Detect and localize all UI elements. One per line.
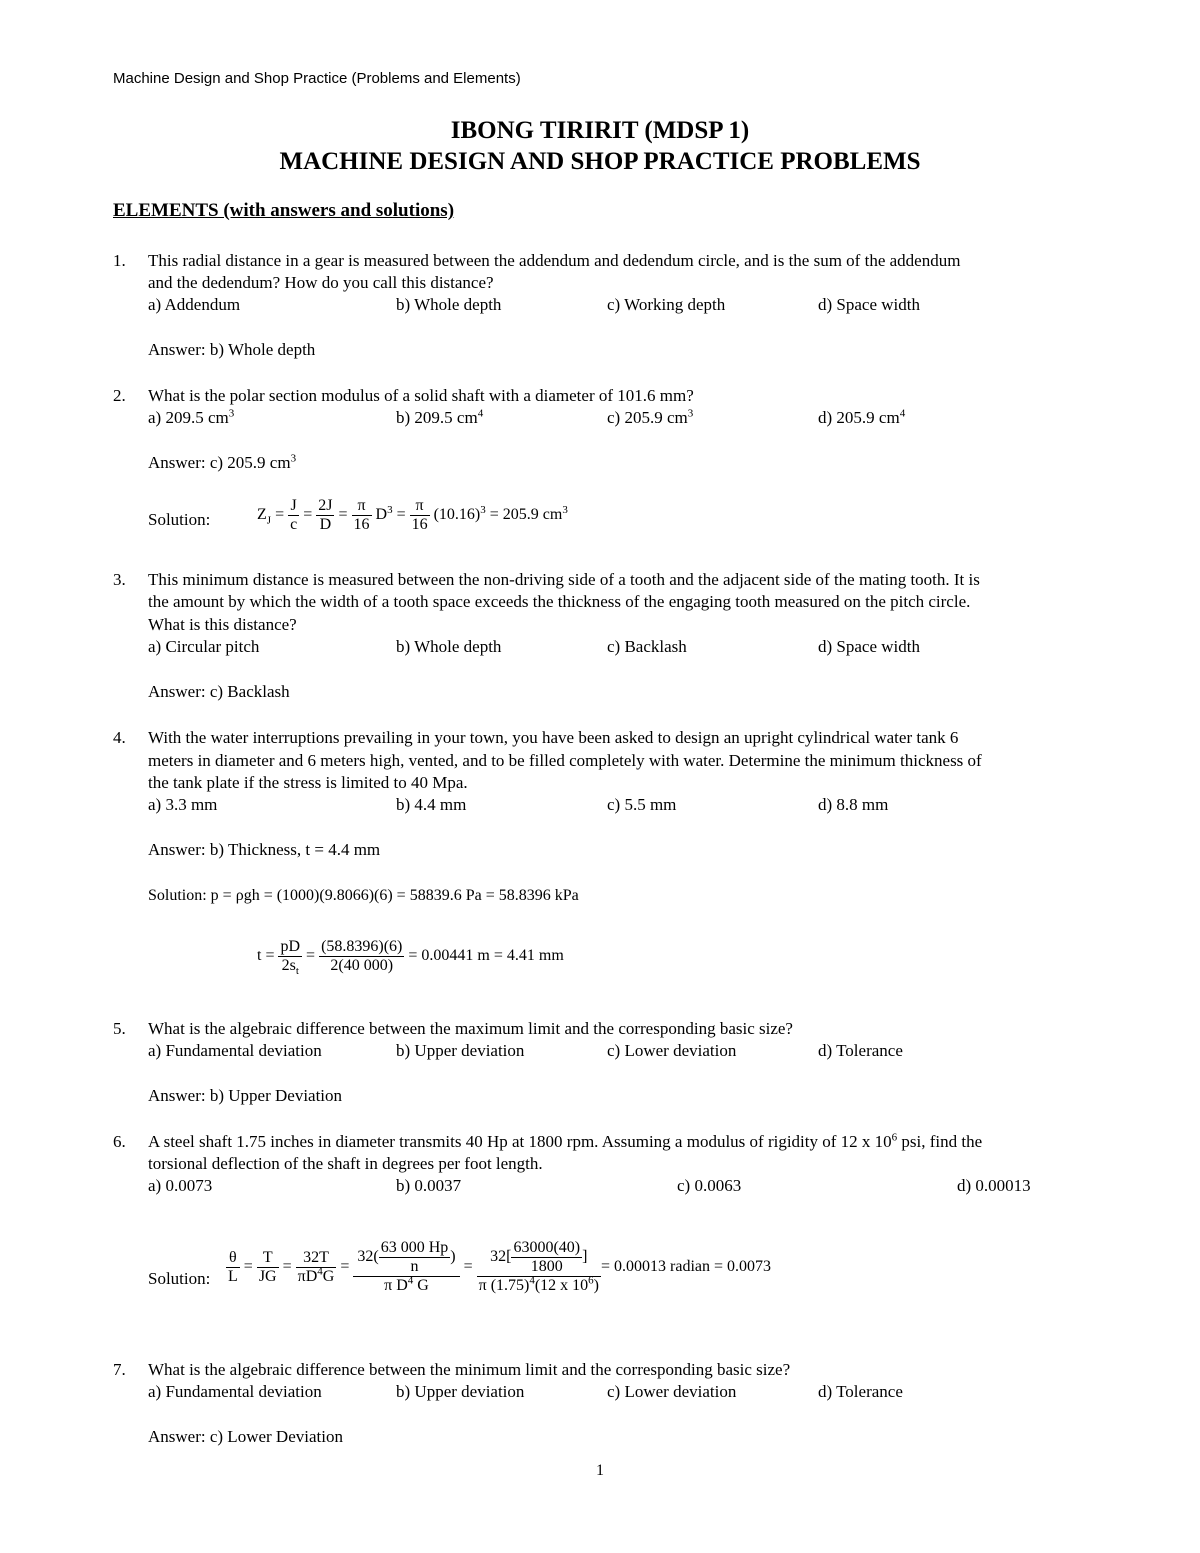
- option-b: b) Upper deviation: [396, 1382, 525, 1401]
- document-title: IBONG TIRIRIT (MDSP 1): [450, 117, 750, 144]
- question-text: What is the algebraic difference between the minimum limit and the corresponding basic size?: [148, 1360, 791, 1379]
- option-d: d) 8.8 mm: [818, 795, 889, 814]
- option-b: b) Whole depth: [396, 637, 502, 656]
- option-b: b) 0.0037: [396, 1176, 462, 1195]
- option-a: a) 209.5 $cm^3$: [148, 407, 235, 427]
- option-c: c) 5.5 mm: [607, 795, 677, 814]
- option-b: b) Upper deviation: [396, 1041, 525, 1060]
- question-number: 3.: [113, 570, 126, 589]
- option-c: c) Lower deviation: [607, 1382, 737, 1401]
- option-a: a) 0.0073: [148, 1176, 213, 1195]
- option-d: d) Tolerance: [818, 1382, 903, 1401]
- question-number: 1.: [113, 251, 126, 270]
- question-text: the tank plate if the stress is limited to 40 Mpa.: [148, 773, 468, 792]
- option-a: a) 3.3 mm: [148, 795, 218, 814]
- option-a: a) Circular pitch: [148, 637, 260, 656]
- answer: Answer: b) Whole depth: [148, 340, 316, 359]
- question-number: 7.: [113, 1360, 126, 1379]
- solution-label: Solution:: [148, 510, 211, 529]
- document-subtitle: MACHINE DESIGN AND SHOP PRACTICE PROBLEMS: [279, 148, 921, 175]
- page-number: 1: [596, 1462, 604, 1479]
- option-c: c) 205.9 $cm^3$: [607, 407, 694, 427]
- option-d: d) Space width: [818, 637, 920, 656]
- option-b: b) Whole depth: [396, 295, 502, 314]
- option-c: c) Backlash: [607, 637, 687, 656]
- option-d: d) Space width: [818, 295, 920, 314]
- solution-equation: $\frac{\theta}{L}$ = $\frac{T}{JG}$ = $\frac{32T}{\pi D^4G}$ = 32( $\frac{63 000 Hp}{n}$ ) π $D^4$ G = 32[ $\frac{63000(40)}{1800}$ ] π $(1.75)^4(12$ x $10^6$) = 0.00013 radian = 0.0073: [228, 1239, 772, 1294]
- solution-label: Solution:: [148, 1269, 211, 1288]
- section-heading: ELEMENTS (with answers and solutions): [113, 200, 455, 221]
- option-b: b) 4.4 mm: [396, 795, 467, 814]
- question-text: This minimum distance is measured between the non-driving side of a tooth and the adjacent side of the mating tooth. It is: [148, 570, 980, 589]
- option-a: a) Fundamental deviation: [148, 1041, 322, 1060]
- answer: Answer: b) Thickness, t = 4.4 mm: [148, 840, 381, 859]
- question-text: What is this distance?: [148, 615, 297, 634]
- answer: Answer: b) Upper Deviation: [148, 1086, 343, 1105]
- option-b: b) 209.5 $cm^4$: [396, 407, 484, 427]
- question-text: torsional deflection of the shaft in degrees per foot length.: [148, 1154, 543, 1173]
- option-a: a) Addendum: [148, 295, 241, 314]
- option-a: a) Fundamental deviation: [148, 1382, 322, 1401]
- answer: Answer: c) Lower Deviation: [148, 1427, 343, 1446]
- question-number: 4.: [113, 728, 126, 747]
- question-number: 6.: [113, 1132, 126, 1151]
- answer: Answer: c) Backlash: [148, 682, 290, 701]
- question-number: 2.: [113, 386, 126, 405]
- question-text: What is the algebraic difference between the maximum limit and the corresponding basic size?: [148, 1019, 793, 1038]
- answer: Answer: c) 205.9 $cm^3$: [148, 452, 297, 472]
- option-d: d) 205.9 $cm^4$: [818, 407, 906, 427]
- question-text: What is the polar section modulus of a solid shaft with a diameter of 101.6 mm?: [148, 386, 694, 405]
- option-c: c) 0.0063: [677, 1176, 742, 1195]
- solution-equation: $Z_J$ = $\frac{J}{c}$ = $\frac{2J}{D}$ = $\frac{\pi}{16}$ $D^3$ = $\frac{\pi}{16}$ $(10.16)^3 = 205.9$ $cm^3$: [257, 497, 568, 533]
- option-c: c) Working depth: [607, 295, 726, 314]
- solution-equation: t = $\frac{pD}{2s_t}$ = $\frac{(58.8396)(6)}{2(40 000)}$ = 0.00441 m = 4.41 mm: [257, 938, 564, 978]
- option-c: c) Lower deviation: [607, 1041, 737, 1060]
- question-text: A steel shaft 1.75 inches in diameter transmits 40 Hp at 1800 rpm. Assuming a modulus of rigidity of 12 x $10^6$ psi, find the: [148, 1131, 983, 1151]
- question-text: meters in diameter and 6 meters high, vented, and to be filled completely with water. Determine the minimum thickness of: [148, 751, 982, 770]
- running-header: Machine Design and Shop Practice (Problems and Elements): [113, 70, 521, 87]
- question-text: With the water interruptions prevailing in your town, you have been asked to design an upright cylindrical water tank 6: [148, 728, 959, 747]
- question-text: This radial distance in a gear is measured between the addendum and dedendum circle, and is the sum of the addendum: [148, 251, 961, 270]
- question-text: and the dedendum? How do you call this distance?: [148, 273, 494, 292]
- option-d: d) Tolerance: [818, 1041, 903, 1060]
- question-number: 5.: [113, 1019, 126, 1038]
- question-text: the amount by which the width of a tooth space exceeds the thickness of the engaging tooth measured on the pitch circle.: [148, 592, 971, 611]
- option-d: d) 0.00013: [957, 1176, 1031, 1195]
- solution-equation: Solution: p = ρgh = (1000)(9.8066)(6) = 58839.6 Pa = 58.8396 kPa: [148, 887, 579, 904]
